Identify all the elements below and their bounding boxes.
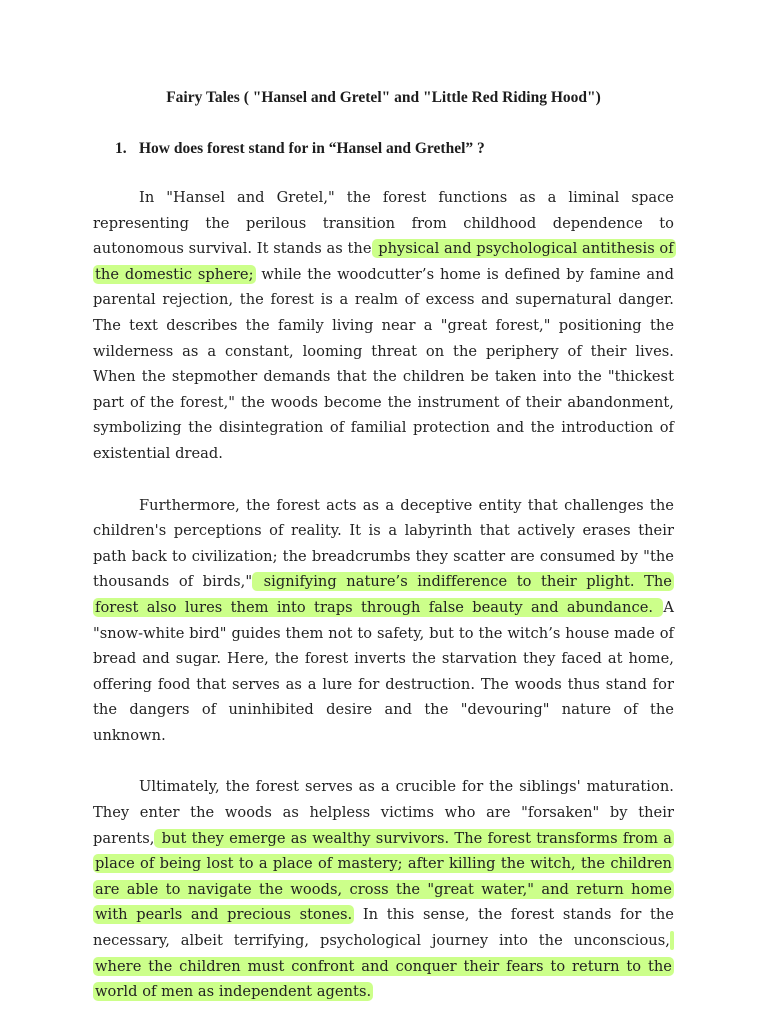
highlight-indifference: signifying nature’s indifference to their plight. The forest also lures them into traps through false beauty and abundance. [95,573,672,616]
document-page [93,86,674,1005]
paragraph-3-text: Ultimately, the forest serves as a crucible for the siblings' maturation. They enter the woods as helpless victims who are "forsaken" by their parents, [93,778,674,847]
highlight-antithesis: physical and psychological antithesis of the domestic sphere; [95,240,674,283]
paragraph-2-text: A "snow-white bird" guides them not to safety, but to the witch’s house made of bread and sugar. Here, the forest inverts the starvation they faced at home, offering food that serves as a lure for destruction. The woods thus stand for the dangers of uninhibited desire and the "devouring" nature of the unknown. [93,598,674,744]
paragraph-1-text: In "Hansel and Gretel," the forest functions as a liminal space representing the perilous transition from childhood dependence to autonomous survival. It stands as the [93,189,674,258]
highlight-survivors: but they emerge as wealthy survivors. The forest transforms from a place of being lost to a place of mastery; after killing the witch, the children are able to navigate the woods, cross the "great water," and return home with pearls and precious stones. [95,829,672,924]
paragraph-2 [93,493,674,749]
question-heading [115,137,674,161]
paragraph-3-text: In this sense, the forest stands for the necessary, albeit terrifying, psychological journey into the unconscious, [93,906,674,950]
highlight-confront-fears: where the children must confront and conquer their fears to return to the world of men as independent agents. [93,931,674,1001]
paragraph-1-text: while the woodcutter’s home is defined by famine and parental rejection, the forest is a realm of excess and supernatural danger. The text describes the family living near a "great forest," positioning the wilderness as a constant, looming threat on the periphery of their lives. When the stepmother demands that the children be taken into the "thickest part of the forest," the woods become the instrument of their abandonment, symbolizing the disintegration of familial protection and the introduction of existential dread. [93,265,674,462]
paragraph-2-text: Furthermore, the forest acts as a deceptive entity that challenges the children's perceptions of reality. It is a labyrinth that actively erases their path back to civilization; the breadcrumbs they scatter are consumed by "the thousands of birds," [93,496,674,591]
paragraph-1 [93,185,674,467]
question-number: 1. [115,140,127,157]
document-title: Fairy Tales ( "Hansel and Gretel" and "Little Red Riding Hood") [166,89,601,106]
question-text: How does forest stand for in “Hansel and Grethel” ? [139,140,485,157]
paragraph-3 [93,774,674,1004]
